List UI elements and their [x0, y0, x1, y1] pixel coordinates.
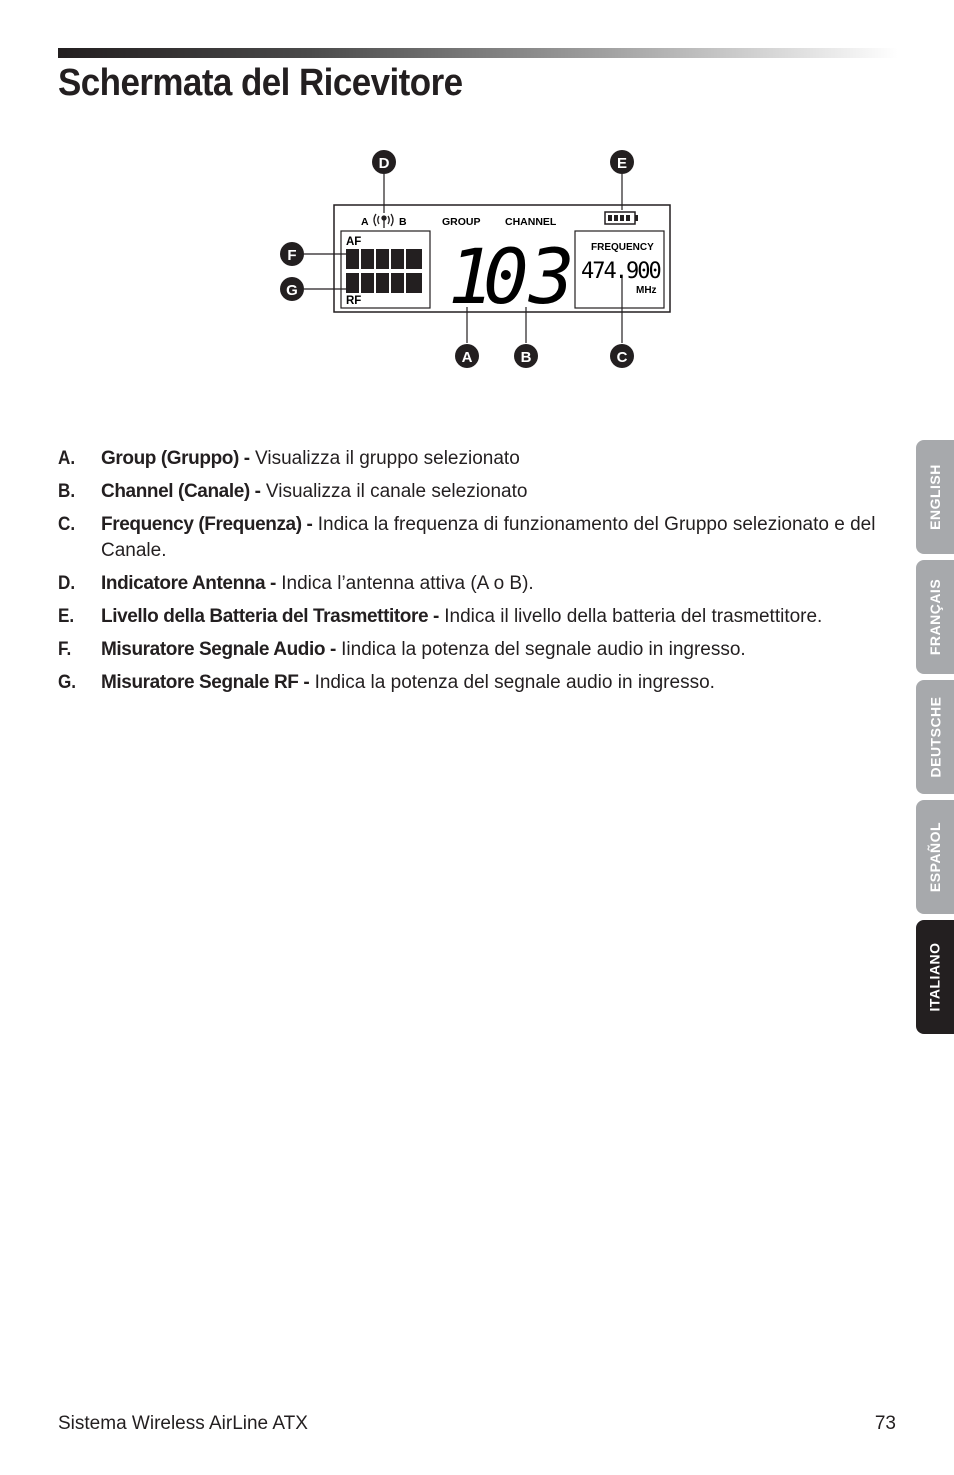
definition-term: Misuratore Segnale Audio - [101, 639, 336, 660]
tab-english[interactable] [916, 440, 954, 554]
callout-e [610, 150, 634, 174]
definition-text: Indica la potenza del segnale audio in ingresso. [309, 672, 715, 693]
antenna-b-label: B [399, 216, 407, 228]
callout-e-letter: E [616, 155, 628, 172]
definition-letter: G. [58, 672, 77, 693]
group-label: GROUP [442, 216, 481, 228]
callout-f-letter: F [287, 247, 297, 264]
channel-digit-display [483, 232, 575, 321]
af-label: AF [346, 236, 362, 248]
definition-item [58, 670, 898, 696]
tab-deutsche[interactable] [916, 680, 954, 794]
definition-item [58, 446, 898, 472]
definition-text: Iindica la potenza del segnale audio in ingresso. [335, 639, 746, 660]
definition-letter: A. [58, 448, 76, 469]
tab-label: FRANÇAIS [927, 578, 943, 656]
definition-text: Visualizza il canale selezionato [260, 481, 528, 502]
callout-a [455, 344, 479, 368]
definition-letter: B. [58, 481, 76, 502]
definition-letter: F. [58, 639, 72, 660]
definition-text: Indica il livello della batteria del trasmettitore. [438, 606, 823, 627]
definition-text: Visualizza il gruppo selezionato [249, 448, 520, 469]
definition-text: Indica la frequenza di funzionamento del Gruppo selezionato e del Canale. [101, 514, 876, 561]
tab-label: DEUTSCHE [927, 696, 944, 778]
callout-f [280, 242, 304, 266]
battery-icon [605, 212, 638, 224]
definition-item [58, 512, 898, 564]
definition-term: Indicatore Antenna - [101, 573, 276, 594]
tab-label: ENGLISH [927, 464, 944, 530]
frequency-unit: MHz [636, 285, 657, 296]
definition-letter: D. [58, 573, 76, 594]
antenna-icon [374, 214, 393, 228]
definition-text: Indica l’antenna attiva (A o B). [275, 573, 534, 594]
tab-label: ITALIANO [927, 942, 944, 1012]
definition-item [58, 571, 898, 597]
tab-espanol[interactable] [916, 800, 954, 914]
definition-item [58, 479, 898, 505]
definitions-list [58, 446, 898, 703]
callout-a-letter: A [461, 349, 473, 366]
tab-label: ESPAÑOL [927, 821, 944, 893]
callout-d [372, 150, 396, 174]
tab-francais[interactable] [916, 560, 954, 674]
frequency-value: 474.900 [581, 259, 660, 284]
group-digit: 1 [448, 232, 494, 321]
callout-c-letter: C [616, 349, 628, 366]
definition-term: Group (Gruppo) - [101, 448, 250, 469]
callout-g [280, 277, 304, 301]
page-title: Schermata del Ricevitore [58, 62, 463, 104]
definition-term: Channel (Canale) - [101, 481, 261, 502]
antenna-a-label: A [361, 216, 369, 228]
callout-b-letter: B [520, 349, 532, 366]
definition-term: Frequency (Frequenza) - [101, 514, 313, 535]
definition-item [58, 637, 898, 663]
channel-label: CHANNEL [505, 216, 557, 228]
rf-label: RF [346, 295, 362, 307]
definition-letter: C. [58, 514, 76, 535]
channel-digits: 03 [483, 232, 575, 321]
footer-product-name: Sistema Wireless AirLine ATX [58, 1413, 308, 1434]
callout-b [514, 344, 538, 368]
callout-d-letter: D [378, 155, 390, 172]
page-number: 73 [874, 1413, 896, 1434]
tab-italiano[interactable] [916, 920, 954, 1034]
definition-letter: E. [58, 606, 75, 627]
frequency-label: FREQUENCY [591, 242, 654, 253]
receiver-display-diagram [0, 0, 954, 420]
af-meter-bars [346, 249, 422, 269]
definition-term: Livello della Batteria del Trasmettitore - [101, 606, 439, 627]
definition-item [58, 604, 898, 630]
callout-c [610, 344, 634, 368]
definition-term: Misuratore Segnale RF - [101, 672, 310, 693]
rf-meter-bars [346, 273, 422, 293]
callout-g-letter: G [286, 282, 298, 299]
lcd-diagram-svg [0, 0, 954, 420]
